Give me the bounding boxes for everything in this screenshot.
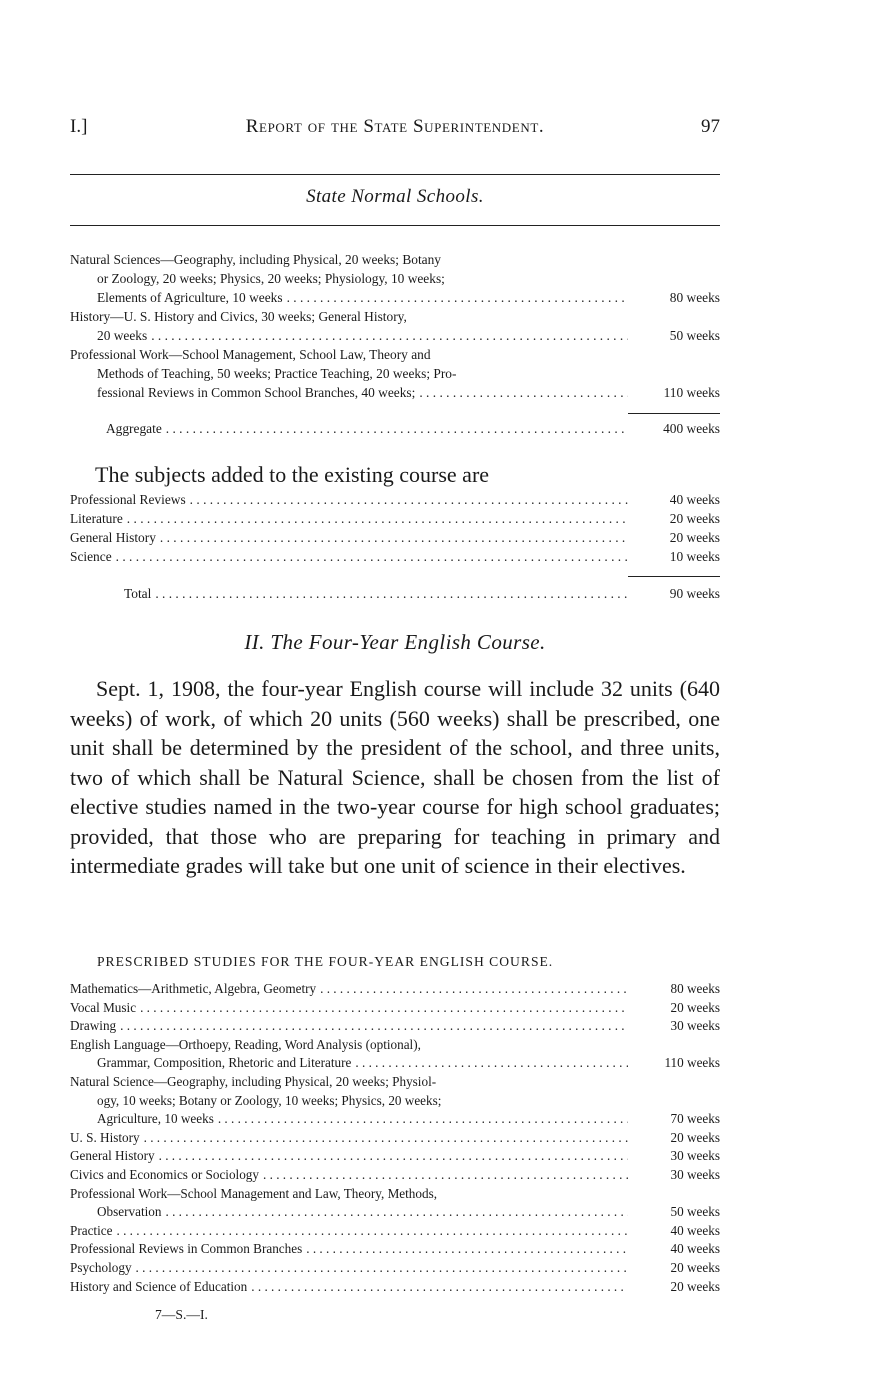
prescribed-studies-table (70, 980, 720, 1296)
table-row (70, 1017, 720, 1036)
aggregate-value: 400 weeks (663, 421, 720, 436)
row-label-line: History—U. S. History and Civics, 30 weeks; General History, (70, 309, 407, 324)
row-label-line: U. S. History (70, 1129, 140, 1145)
table-row (70, 1036, 720, 1073)
row-value: 40 weeks (669, 492, 720, 507)
row-label-line: Vocal Music (70, 999, 137, 1015)
row-label-line: fessional Reviews in Common School Branches, 40 weeks; (97, 385, 416, 400)
row-value: 10 weeks (669, 549, 720, 564)
row-label-line: Professional Work—School Management and Law, Theory, Methods, (70, 1185, 438, 1201)
subheading: II. The Four-Year English Course. (244, 630, 546, 654)
row-value: 40 weeks (670, 1241, 720, 1257)
row-label-line: Methods of Teaching, 50 weeks; Practice Teaching, 20 weeks; Pro- (97, 366, 457, 381)
section-rule (70, 225, 720, 226)
row-label: General History (70, 530, 156, 545)
row-label-line: History and Science of Education (70, 1278, 248, 1294)
table-row (70, 1166, 720, 1185)
row-value: 40 weeks (670, 1222, 720, 1238)
added-subjects-table (70, 490, 720, 603)
row-label-line: Observation (97, 1204, 162, 1220)
row-label-line: Elements of Agriculture, 10 weeks (97, 290, 283, 305)
row-value: 80 weeks (670, 981, 720, 996)
row-label-line: 20 weeks (97, 328, 148, 343)
table-row (70, 980, 720, 999)
normal-course-table (70, 250, 720, 438)
table-row (70, 1147, 720, 1166)
total-value: 90 weeks (669, 586, 720, 601)
table-row (70, 345, 720, 402)
row-label-line: Natural Sciences—Geography, including Physical, 20 weeks; Botany (70, 252, 442, 267)
row-label-line: Natural Science—Geography, including Physical, 20 weeks; Physiol- (70, 1073, 437, 1089)
running-head (70, 116, 720, 142)
table-row (70, 999, 720, 1018)
table-row (70, 1129, 720, 1148)
running-title: Report of the State Superintendent. (245, 116, 545, 137)
row-label-line: Drawing (70, 1018, 117, 1034)
table-row (70, 1222, 720, 1241)
row-label: Science (70, 549, 112, 564)
row-label-line: Agriculture, 10 weeks (97, 1111, 214, 1127)
top-rule (70, 174, 720, 175)
row-value: 110 weeks (663, 385, 720, 400)
sum-rule (628, 413, 720, 414)
row-value: 20 weeks (669, 511, 720, 526)
table-row (70, 547, 720, 566)
sum-rule (628, 576, 720, 577)
table-row (70, 307, 720, 345)
row-value: 110 weeks (664, 1055, 720, 1071)
total-label: Total (124, 586, 152, 601)
row-label-line: General History (70, 1148, 155, 1164)
row-value: 20 weeks (670, 999, 720, 1015)
row-label-line: Practice (70, 1222, 113, 1238)
row-value: 30 weeks (670, 1148, 720, 1164)
aggregate-label: Aggregate (106, 421, 162, 436)
signature-mark: 7—S.—I. (155, 1307, 208, 1322)
row-value: 20 weeks (670, 1278, 720, 1294)
table-row (70, 250, 720, 307)
table-row (70, 1073, 720, 1129)
section-title: State Normal Schools. (306, 186, 484, 207)
row-value: 20 weeks (670, 1259, 720, 1275)
row-value: 80 weeks (669, 290, 720, 305)
total-row (70, 584, 720, 603)
row-label: Professional Reviews (70, 492, 186, 507)
aggregate-row (70, 419, 720, 438)
part-marker: I.] (70, 116, 88, 137)
table-row (70, 528, 720, 547)
row-value: 30 weeks (670, 1018, 720, 1034)
table-row (70, 1259, 720, 1278)
table-row (70, 1278, 720, 1297)
body-paragraph: Sept. 1, 1908, the four-year English course will include 32 units (640 weeks) of work, of which 20 units (560 weeks) shall be prescribed, one unit shall be determined by the president of the school, and three units, two of which shall be Natural Science, shall be chosen from the list of elective studies named in the two-year course for high school graduates; provided, that those who are preparing for teaching in primary and intermediate grades will take but one unit of science in their electives. (70, 676, 720, 878)
row-label-line: Grammar, Composition, Rhetoric and Literature (97, 1055, 352, 1071)
row-label-line: Civics and Economics or Sociology (70, 1166, 259, 1182)
row-label: Literature (70, 511, 123, 526)
table-row (70, 490, 720, 509)
prescribed-heading: PRESCRIBED STUDIES FOR THE FOUR-YEAR ENGLISH COURSE. (97, 954, 554, 969)
table-row (70, 1185, 720, 1222)
subjects-intro: The subjects added to the existing course are (95, 462, 490, 487)
row-label-line: English Language—Orthoepy, Reading, Word Analysis (optional), (70, 1036, 421, 1052)
row-label-line: Professional Work—School Management, School Law, Theory and (70, 347, 431, 362)
row-value: 20 weeks (670, 1129, 720, 1145)
row-label-line: Mathematics—Arithmetic, Algebra, Geometry (70, 981, 317, 996)
table-row (70, 509, 720, 528)
row-value: 50 weeks (670, 1204, 720, 1220)
row-value: 20 weeks (669, 530, 720, 545)
row-label-line: Psychology (70, 1259, 132, 1275)
row-value: 70 weeks (670, 1111, 720, 1127)
table-row (70, 1240, 720, 1259)
page-number: 97 (701, 116, 720, 137)
row-label-line: or Zoology, 20 weeks; Physics, 20 weeks; Physiology, 10 weeks; (97, 271, 445, 286)
row-label-line: ogy, 10 weeks; Botany or Zoology, 10 weeks; Physics, 20 weeks; (97, 1092, 442, 1108)
row-value: 50 weeks (669, 328, 720, 343)
row-value: 30 weeks (670, 1166, 720, 1182)
row-label-line: Professional Reviews in Common Branches (70, 1241, 303, 1257)
